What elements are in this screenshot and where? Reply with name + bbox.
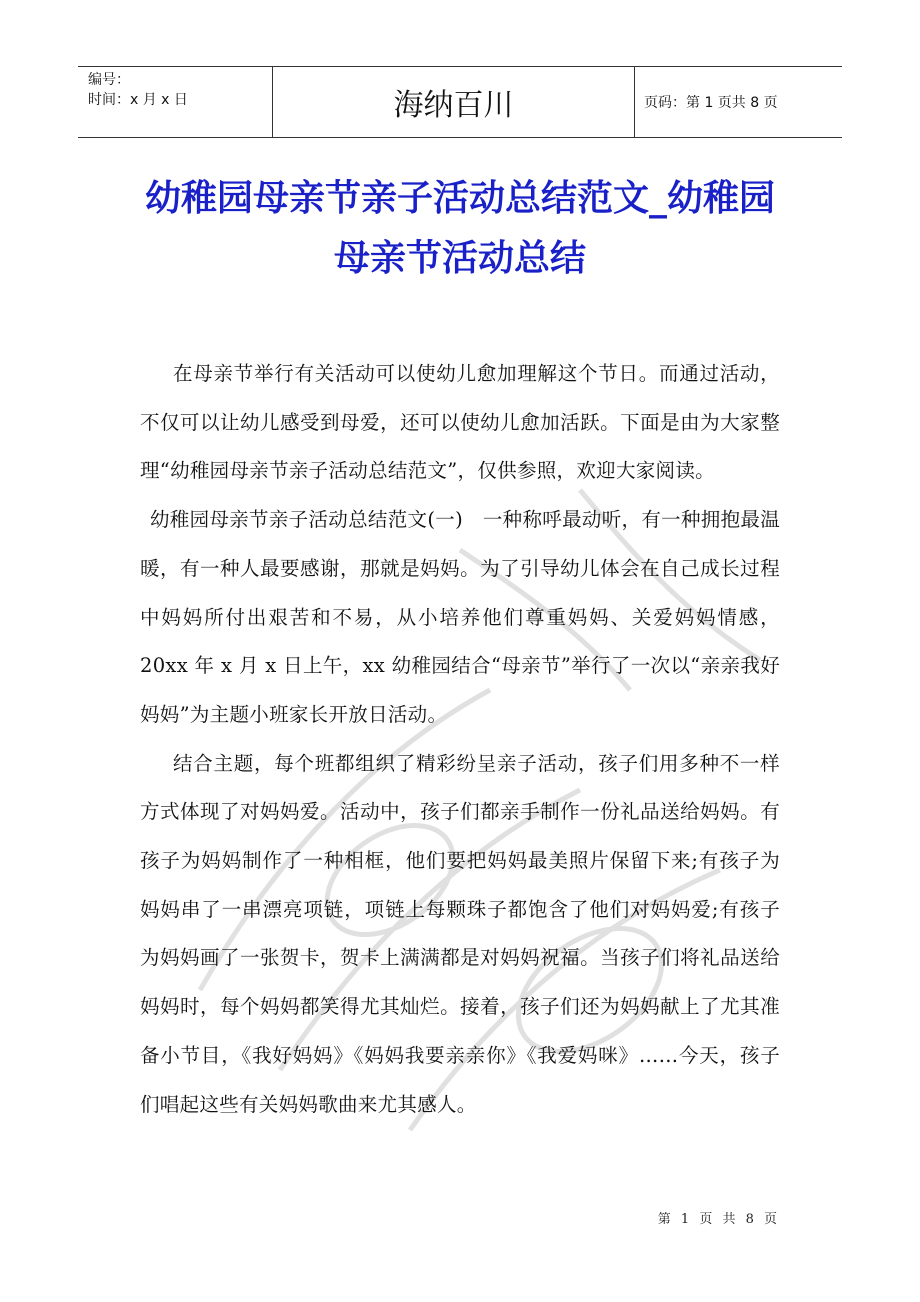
document-header: [78, 66, 842, 138]
page-footer: 第 1 页 共 8 页: [657, 1212, 780, 1227]
time-label: 时间：x 月 x 日: [88, 92, 188, 108]
company-name: 海纳百川: [273, 67, 635, 137]
number-label: 编号：: [88, 72, 130, 88]
header-meta: [78, 67, 273, 137]
page-label: 页码：第 1 页共 8 页: [644, 95, 778, 111]
paragraph: 结合主题，每个班都组织了精彩纷呈亲子活动，孩子们用多种不一样方式体现了对妈妈爱。活动中，孩子们都亲手制作一份礼品送给妈妈。有孩子为妈妈制作了一种相框，他们要把妈妈最美照片保留下来;有孩子为妈妈串了一串漂亮项链，项链上每颗珠子都饱含了他们对妈妈爱;有孩子为妈妈画了一张贺卡，贺卡上满满都是对妈妈祝福。当孩子们将礼品送给妈妈时，每个妈妈都笑得尤其灿烂。接着，孩子们还为妈妈献上了尤其准备小节目，《我好妈妈》《妈妈我要亲亲你》《我爱妈咪》……今天，孩子们唱起这些有关妈妈歌曲来尤其感人。: [140, 751, 780, 1116]
document-title: 幼稚园母亲节亲子活动总结范文_幼稚园母亲节活动总结: [144, 177, 775, 279]
paragraph: 在母亲节举行有关活动可以使幼儿愈加理解这个节日。而通过活动，不仅可以让幼儿感受到母爱，还可以使幼儿愈加活跃。下面是由为大家整理“幼稚园母亲节亲子活动总结范文”，仅供参照，欢迎大家阅读。: [140, 362, 780, 483]
document-body: [140, 350, 780, 1129]
paragraph: 幼稚园母亲节亲子活动总结范文(一) 一种称呼最动听，有一种拥抱最温暖，有一种人最要感谢，那就是妈妈。为了引导幼儿体会在自己成长过程中妈妈所付出艰苦和不易，从小培养他们尊重妈妈、关爱妈妈情感，20xx 年 x 月 x 日上午，xx 幼稚园结合“母亲节”举行了一次以“亲亲我好妈妈”为主题小班家长开放日活动。: [140, 508, 780, 726]
